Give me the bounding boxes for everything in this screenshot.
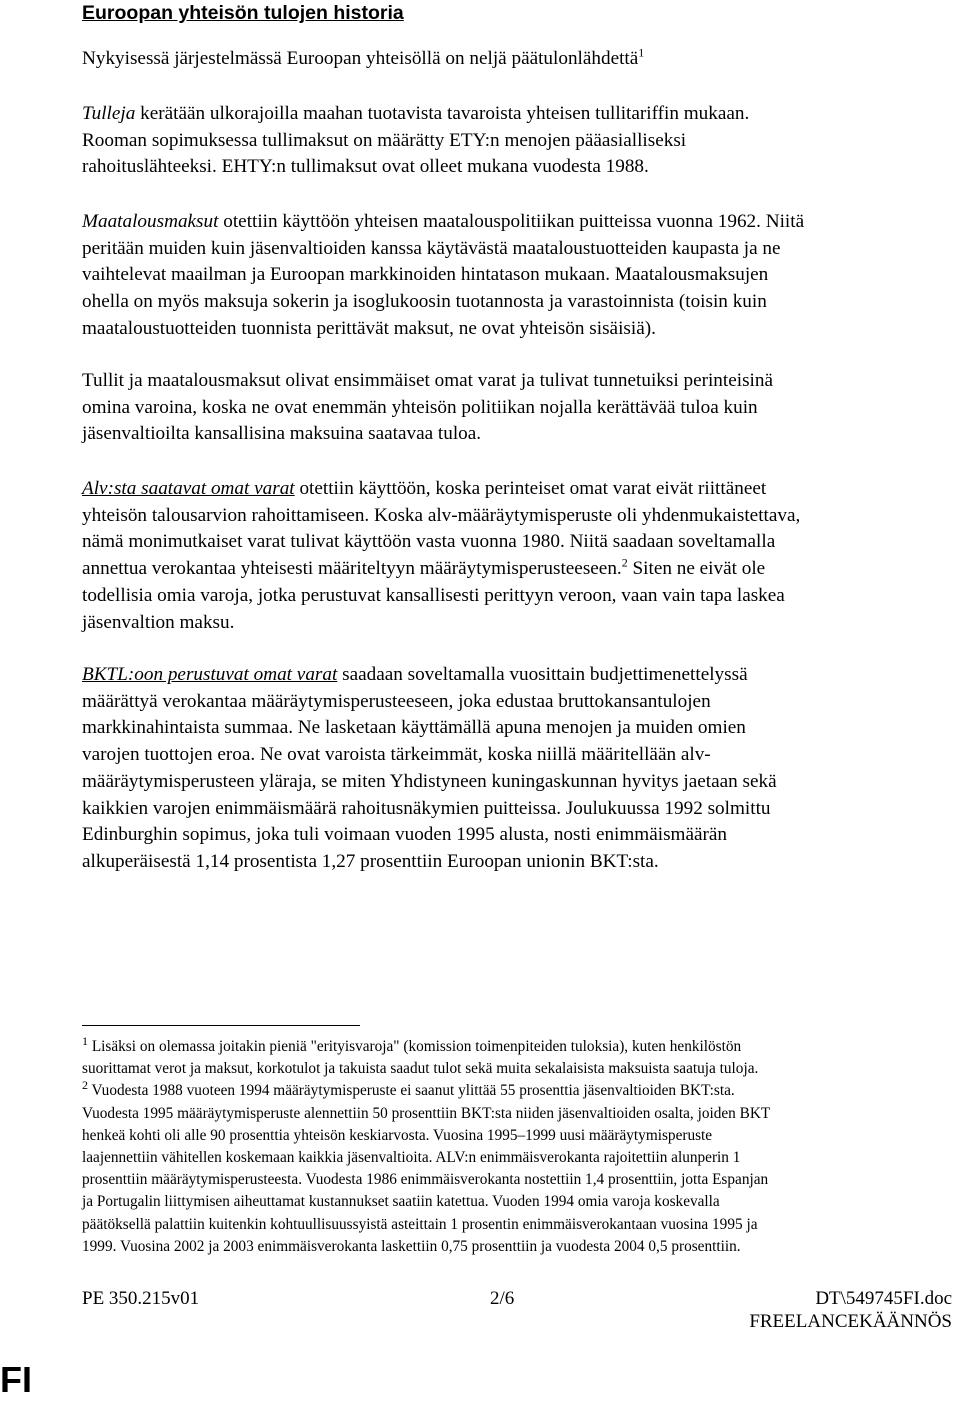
intro-paragraph (82, 46, 954, 73)
footnote-2: $^2$ Vuodesta 1988 vuoteen 1994 määräytymisperuste ei saanut ylittää 55 prosenttia jäsenvaltioiden BKT:sta. Vuodesta 1995 määräytymisperuste alennettiin 50 prosenttiin BKT:sta niiden jäsenvaltioiden osalta, joiden BKT henkeä kohti oli alle 90 prosenttia yhteisön keskiarvosta. Vuosina 1995–1999 uusi määräytymisperuste laajennettiin vähitellen koskemaan kaikkia jäsenvaltioita. ALV:n enimmäisverokanta rajoitettiin alunperin 1 prosenttiin määräytymisperusteesta. Vuodesta 1986 enimmäisverokanta nostettiin 1,4 prosenttiin, jotta Espanjan ja Portugalin liittymisen aiheuttamat kustannukset saatiin katettua. Vuoden 1994 omia varoja koskevalla päätöksellä palattiin kuitenkin kohtuullisuussyistä asteittain 1 prosentin enimmäisverokantaan vuosina 1995 ja 1999. Vuosina 2002 ja 2003 enimmäisverokanta laskettiin 0,75 prosenttiin ja vuodesta 2004 0,5 prosenttiin. (82, 1078, 771, 1255)
perinteiset-paragraph: Tullit ja maatalousmaksut olivat ensimmäiset omat varat ja tulivat tunnetuiksi perinteisinä omina varoina, koska ne ovat enemmän yhteisön politiikan nojalla kerättävää tuloa kuin jäsenvaltioilta kansallisina maksuina saatavaa tuloa. (82, 370, 773, 445)
maatalous-term: Maatalousmaksut (82, 211, 219, 232)
alv-term: Alv:sta saatavat omat varat (82, 478, 295, 499)
bktl-term: BKTL:oon perustuvat omat varat (82, 664, 338, 685)
language-code: FI (0, 1359, 32, 1400)
tullit-term: Tulleja (82, 103, 136, 124)
intro-text: Nykyisessä järjestelmässä Euroopan yhteisöllä on neljä päätulonlähdettä (82, 48, 639, 69)
footnote-2-number: 2 (82, 1078, 88, 1093)
bktl-paragraph: BKTL:oon perustuvat omat varat saadaan soveltamalla vuosittain budjettimenettelyssä määrättyä verokantaa määräytymisperusteeseen, joka edustaa bruttokansantulojen markkinahintaista summaa. Ne lasketaan käyttämällä apuna menojen ja muiden omien varojen tuottojen eroa. Ne ovat varoista tärkeimmät, koska niillä määritellään alv- määräytymisperusteen yläraja, se miten Yhdistyneen kuningaskunnan hyvitys jaetaan sekä kaikkien varojen enimmäismäärä rahoitusnäkymien puitteissa. Joulukuussa 1992 solmittu Edinburghin sopimus, joka tuli voimaan vuoden 1995 alusta, nosti enimmäismäärän alkuperäisestä 1,14 prosentista 1,27 prosenttiin Euroopan unionin BKT:sta. (82, 664, 777, 872)
tullit-paragraph: Tulleja kerätään ulkorajoilla maahan tuotavista tavaroista yhteisen tullitariffin mukaan. Rooman sopimuksessa tullimaksut on määrätty ETY:n menojen pääasialliseksi rahoituslähteeksi. EHTY:n tullimaksut ovat olleet mukana vuodesta 1988. (82, 103, 750, 178)
footer-docname: DT\549745FI.doc (815, 1288, 952, 1309)
footer-reference: PE 350.215v01 (82, 1288, 200, 1309)
footnote-1: $^1$ Lisäksi on olemassa joitakin pieniä "erityisvaroja" (komission toimenpiteiden tuloksia), kuten henkilöstön suorittamat verot ja maksut, korkotulot ja takuista saadut tulot sekä muita sekalaisista maksuista saatuja tuloja. (82, 1033, 759, 1078)
footnote-1-number: 1 (82, 1033, 88, 1048)
footer-translator: FREELANCEKÄÄNNÖS (749, 1311, 952, 1332)
footnote-separator (82, 1025, 360, 1026)
footnotes (82, 1033, 954, 1258)
footnote-ref-2[interactable]: 2 (621, 555, 628, 570)
footnote-ref-1[interactable]: 1 (638, 45, 645, 60)
page-heading: Euroopan yhteisön tulojen historia (82, 2, 404, 24)
maatalous-paragraph: Maatalousmaksut otettiin käyttöön yhteisen maatalouspolitiikan puitteissa vuonna 1962. Niitä peritään muiden kuin jäsenvaltioiden kanssa käytävästä maataloustuotteiden kaupasta ja ne vaihtelevat maailman ja Euroopan markkinoiden hintatason mukaan. Maatalousmaksujen ohella on myös maksuja sokerin ja isoglukoosin tuotannosta ja varastoinnista (toisin kuin maataloustuotteiden tuonnista perittävät maksut, ne ovat yhteisön sisäisiä). (82, 211, 805, 339)
alv-paragraph: Alv:sta saatavat omat varat otettiin käyttöön, koska perinteiset omat varat eivät riittäneet yhteisön talousarvion rahoittamiseen. Koska alv-määräytymisperuste oli yhdenmukaistettava, nämä monimutkaiset varat tulivat käyttöön vasta vuonna 1980. Niitä saadaan soveltamalla annettua verokantaa yhteisesti määriteltyyn määräytymisperusteeseen.$^2$ Siten ne eivät ole todellisia omia varoja, jotka perustuvat kansallisesti perittyyn veroon, vaan vain tapa laskea jäsenvaltion maksu. (82, 478, 801, 633)
footer-page-number: 2/6 (490, 1288, 515, 1309)
